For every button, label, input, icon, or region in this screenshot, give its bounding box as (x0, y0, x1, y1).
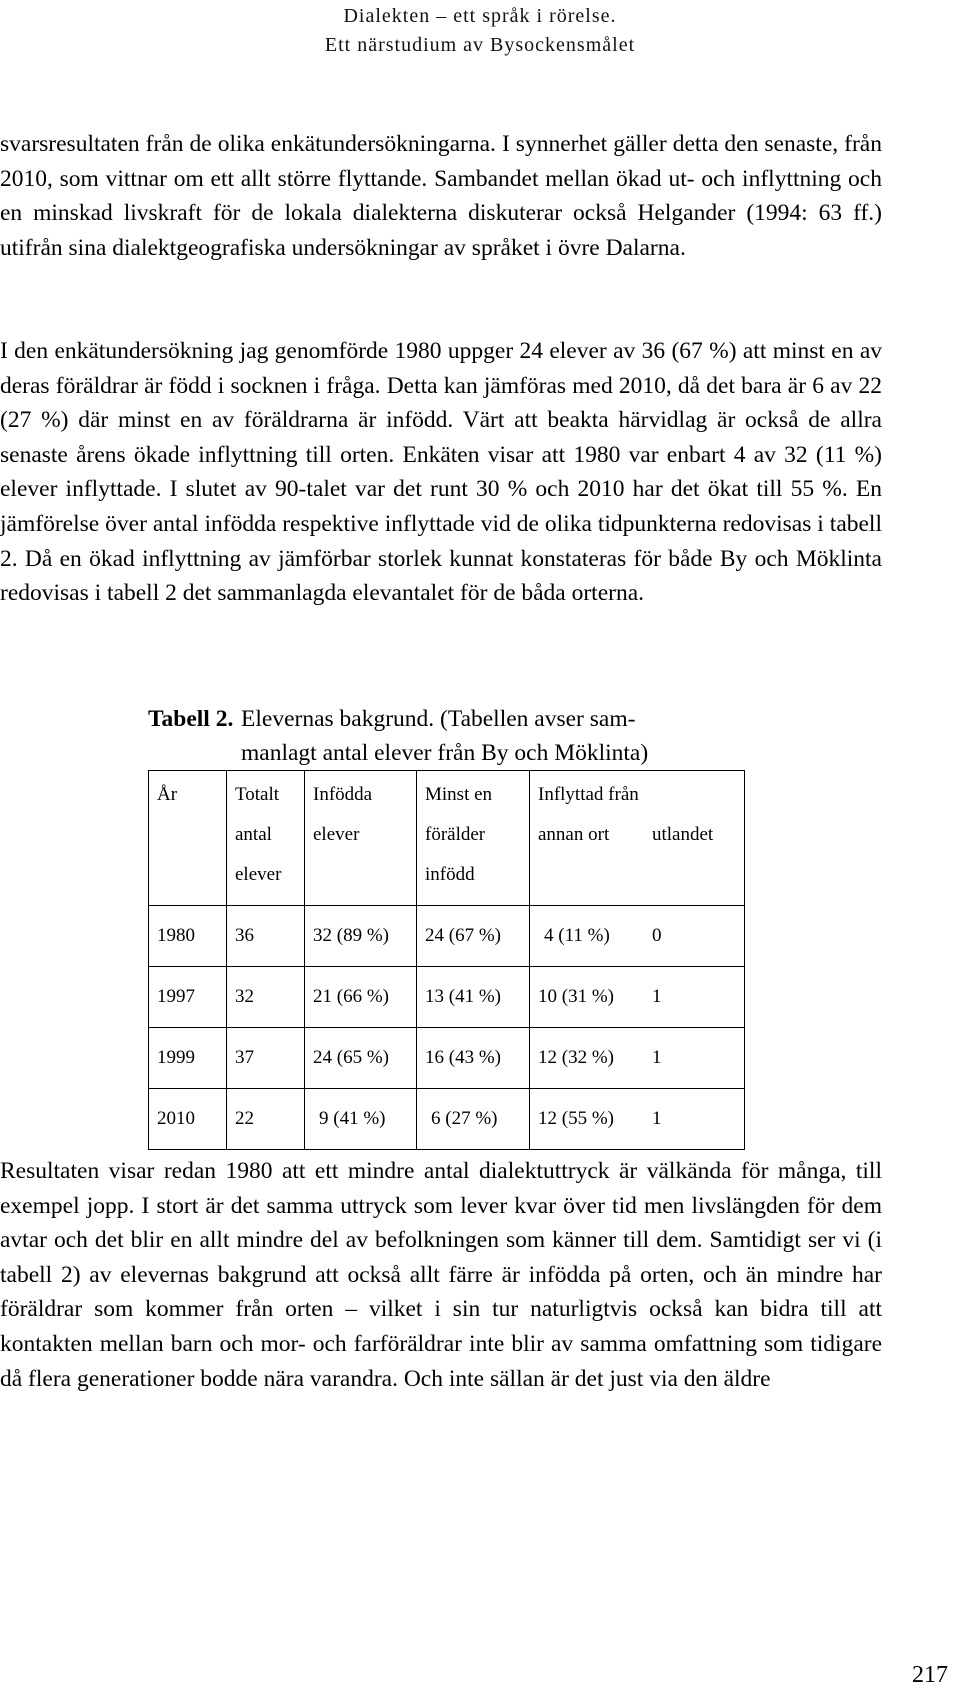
running-header-title: Dialekten – ett språk i rörelse. (343, 5, 617, 27)
table-caption-label: Tabell 2. (148, 706, 234, 732)
paragraph-2: I den enkätundersökning jag genomförde 1980 uppger 24 elever av 36 (67 %) att minst en av deras föräldrar är född i socknen i fråga. Detta kan jämföras med 2010, då det bara är 6 av 22 (27 %) där minst en av föräldrarna är infödd. Värt att beakta härvidlag är också de allra senaste årens ökade inflyttning till orten. Enkäten visar att 1980 var enbart 4 av 32 (11 %) elever inflyttade. I slutet av 90-talet var det runt 30 % och 2010 har det ökat till 55 %. En jämförelse över antal infödda respektive inflyttade vid de olika tidpunkterna redovisas i tabell 2. Då en ökad inflyttning av jämförbar storlek kunnat konstateras för både By och Möklinta redovisas i tabell 2 det sammanlagda elevantalet för de båda orterna. (0, 338, 882, 607)
header-moved: Inflyttad från annan ort utlandet (530, 771, 745, 906)
page-number: 217 (912, 1662, 948, 1688)
header-moved-other: annan ort (538, 824, 610, 845)
table-row: 1999 37 24 (65 %) 16 (43 %) 12 (32 %) 1 (149, 1028, 745, 1089)
table-header-row (149, 771, 745, 906)
table-row: 1997 32 21 (66 %) 13 (41 %) 10 (31 %) 1 (149, 967, 745, 1028)
header-parent: Minst en förälder infödd (417, 771, 530, 906)
running-header (0, 2, 960, 60)
table-caption-line2: manlagt antal elever från By och Möklinta) (241, 740, 649, 766)
header-moved-abroad: utlandet (652, 824, 714, 845)
running-header-subtitle: Ett närstudium av Bysockensmålet (324, 34, 636, 56)
header-total: Totalt antal elever (227, 771, 305, 906)
paragraph-3: Resultaten visar redan 1980 att ett mindre antal dialektuttryck är välkända för många, till exempel jopp. I stort är det samma uttryck som lever kvar över tid men livslängden för dem avtar och det blir en allt mindre del av befolkningen som känner till dem. Samtidigt ser vi (i tabell 2) av elevernas bakgrund att också allt färre är infödda på orten, och än mindre har föräldrar som kommer från orten – vilket i sin tur naturligtvis också kan bidra till att kontakten mellan barn och mor- och farföräldrar inte blir av samma omfattning som tidigare då flera generationer bodde nära varandra. Och inte sällan är det just via den äldre (0, 1158, 882, 1392)
table-caption (148, 702, 648, 770)
table-row: 2010 22 9 (41 %) 6 (27 %) 12 (55 %) 1 (149, 1089, 745, 1150)
background-table (148, 770, 745, 1150)
header-native: Infödda elever (305, 771, 417, 906)
table-caption-line1: Elevernas bakgrund. (Tabellen avser sam- (241, 706, 636, 732)
paragraph-1: svarsresultaten från de olika enkätundersökningarna. I synnerhet gäller detta den senaste, från 2010, som vittnar om ett allt större flyttande. Sambandet mellan ökad ut- och inflyttning och en minskad livskraft för de lokala dialekterna diskuterar också Helgander (1994: 63 ff.) utifrån sina dialektgeografiska undersökningar av språket i övre Dalarna. (0, 131, 882, 261)
header-year: År (149, 771, 227, 906)
table-row: 1980 36 32 (89 %) 24 (67 %) 4 (11 %) 0 (149, 906, 745, 967)
